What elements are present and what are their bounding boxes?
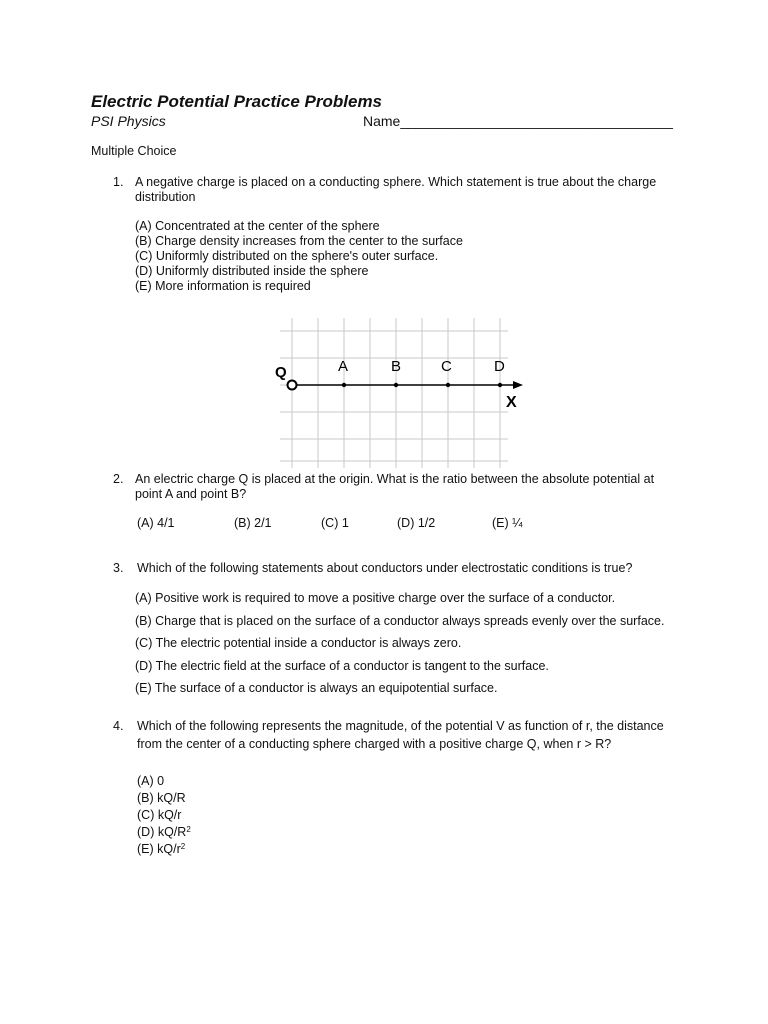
- option-e: (E) $kQ/r^2$: [137, 842, 186, 856]
- question-text: A negative charge is placed on a conducting sphere. Which statement is true about the charge: [135, 175, 657, 189]
- question-text-cont: point A and point B?: [135, 487, 247, 501]
- question-text-cont: distribution: [135, 190, 196, 204]
- option-a: (A) Concentrated at the center of the sphere: [135, 219, 380, 233]
- axis-label: X: [506, 394, 517, 411]
- section-heading: Multiple Choice: [91, 144, 177, 158]
- page-title: Electric Potential Practice Problems: [91, 92, 383, 111]
- option-b: (B) Charge that is placed on the surface of a conductor always spreads evenly over the surface.: [135, 613, 665, 628]
- point-a-label: A: [338, 358, 349, 375]
- question-text: Which of the following statements about conductors under electrostatic conditions is true?: [137, 561, 633, 575]
- point-c-marker: [446, 383, 450, 387]
- charge-axis-diagram: [272, 313, 528, 473]
- option-c: (C) Uniformly distributed on the sphere's outer surface.: [135, 249, 439, 263]
- question-4-options: [137, 771, 191, 856]
- point-b-marker: [394, 383, 398, 387]
- point-d-label: D: [494, 358, 505, 375]
- question-number: 2.: [113, 472, 124, 486]
- option-c: (C) 1: [321, 516, 349, 530]
- option-d: (D) $kQ/R^2$: [137, 825, 191, 839]
- point-b-label: B: [391, 358, 402, 375]
- option-a: (A) 4/1: [137, 516, 175, 530]
- point-a-marker: [342, 383, 346, 387]
- option-c: (C) The electric potential inside a conductor is always zero.: [135, 636, 462, 650]
- grid: [280, 318, 508, 468]
- option-d: (D) 1/2: [397, 516, 436, 530]
- name-line: Name___________________________________: [363, 113, 673, 129]
- option-b: (B) kQ/R: [137, 791, 186, 805]
- option-d: (D) Uniformly distributed inside the sphere: [135, 264, 369, 278]
- option-e: (E) ¼: [492, 516, 523, 530]
- option-e: (E) More information is required: [135, 279, 311, 293]
- option-a: (A) Positive work is required to move a positive charge over the surface of a conductor.: [135, 591, 616, 605]
- course-subtitle: PSI Physics: [91, 113, 166, 129]
- question-text: Which of the following represents the magnitude, of the potential V as function of r, the distance: [137, 719, 664, 733]
- option-b: (B) Charge density increases from the center to the surface: [135, 234, 463, 248]
- question-number: 3.: [113, 561, 124, 575]
- option-b: (B) 2/1: [234, 516, 272, 530]
- option-c: (C) kQ/r: [137, 808, 182, 822]
- question-3-options: [135, 591, 664, 704]
- question-1-options: [135, 219, 463, 294]
- charge-q-marker: [288, 381, 297, 390]
- question-number: 1.: [113, 175, 124, 189]
- question-text: An electric charge Q is placed at the origin. What is the ratio between the absolute potential at: [135, 472, 655, 486]
- question-number: 4.: [113, 719, 124, 733]
- point-d-marker: [498, 383, 502, 387]
- option-a: (A) 0: [137, 774, 165, 788]
- point-c-label: C: [441, 358, 452, 375]
- charge-label: Q: [275, 364, 287, 381]
- option-e: (E) The surface of a conductor is always an equipotential surface.: [135, 681, 498, 695]
- x-axis-arrow: [513, 381, 523, 389]
- question-text-cont: from the center of a conducting sphere charged with a positive charge Q, when r > R?: [137, 737, 612, 751]
- option-d: (D) The electric field at the surface of a conductor is tangent to the surface.: [135, 658, 549, 673]
